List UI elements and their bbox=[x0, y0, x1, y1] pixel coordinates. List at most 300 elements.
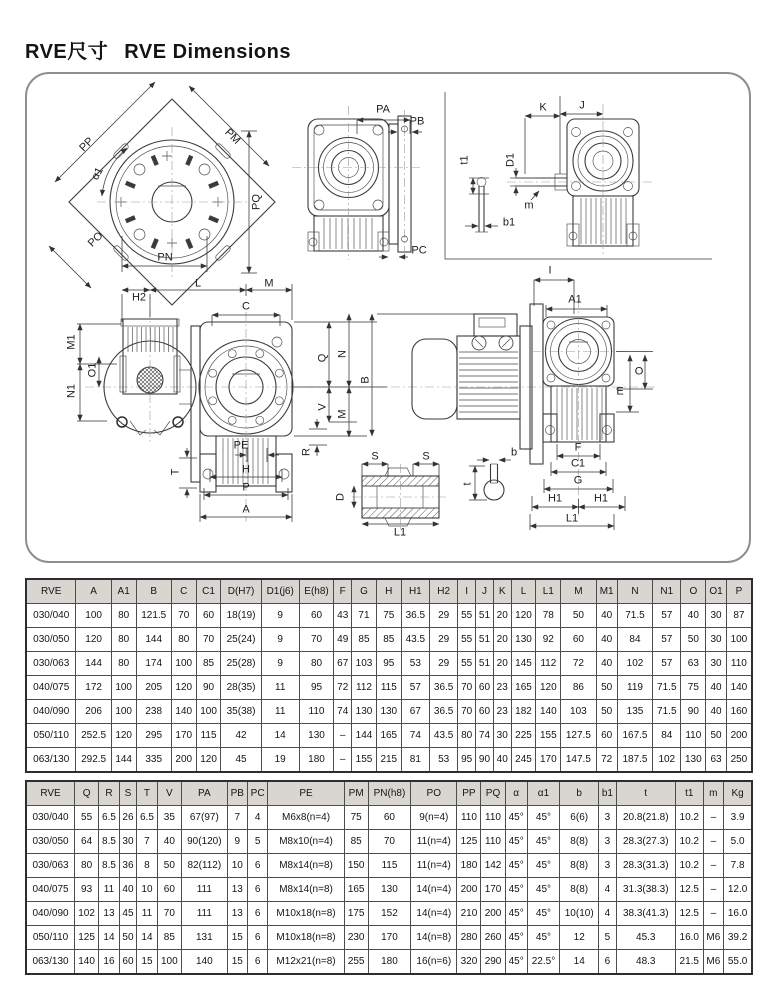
value-cell: 9 bbox=[261, 604, 299, 628]
table-row bbox=[26, 700, 752, 724]
value-cell: 70 bbox=[458, 676, 476, 700]
value-cell: 130 bbox=[368, 878, 410, 902]
value-cell: 9 bbox=[261, 652, 299, 676]
dim-label-b-key: b bbox=[510, 446, 518, 459]
value-cell: 38.3(41.3) bbox=[616, 902, 675, 926]
value-cell: 78 bbox=[536, 604, 561, 628]
row-model-cell: 030/063 bbox=[26, 854, 75, 878]
value-cell: 14 bbox=[137, 926, 158, 950]
value-cell: 29 bbox=[429, 652, 457, 676]
value-cell: 4 bbox=[247, 806, 268, 830]
value-cell: 50 bbox=[119, 926, 136, 950]
value-cell: 80 bbox=[75, 854, 99, 878]
value-cell: – bbox=[703, 878, 724, 902]
dim-label-h2: H2 bbox=[131, 291, 147, 304]
table-row bbox=[26, 628, 752, 652]
value-cell: 84 bbox=[617, 628, 652, 652]
value-cell: 205 bbox=[136, 676, 171, 700]
value-cell: 5.0 bbox=[724, 830, 752, 854]
column-header: N bbox=[617, 579, 652, 604]
value-cell: 57 bbox=[653, 628, 681, 652]
value-cell: 35(38) bbox=[221, 700, 261, 724]
page-title bbox=[25, 35, 291, 64]
value-cell: 147.5 bbox=[561, 748, 596, 773]
value-cell: 40 bbox=[596, 628, 617, 652]
value-cell: 5 bbox=[599, 926, 616, 950]
value-cell: 11 bbox=[261, 700, 299, 724]
column-header: P bbox=[726, 579, 752, 604]
value-cell: 110 bbox=[457, 806, 481, 830]
value-cell: 12.5 bbox=[676, 902, 704, 926]
value-cell: 9 bbox=[261, 628, 299, 652]
value-cell: 7 bbox=[227, 806, 247, 830]
value-cell: M8x14(n=8) bbox=[268, 854, 344, 878]
value-cell: M10x18(n=8) bbox=[268, 926, 344, 950]
value-cell: 180 bbox=[299, 748, 334, 773]
value-cell: 57 bbox=[653, 652, 681, 676]
table-row bbox=[26, 854, 752, 878]
value-cell: 23 bbox=[493, 676, 511, 700]
value-cell: 7 bbox=[137, 830, 158, 854]
column-header: PE bbox=[268, 781, 344, 806]
value-cell: M6x8(n=4) bbox=[268, 806, 344, 830]
value-cell: 140 bbox=[75, 950, 99, 975]
column-header: L1 bbox=[536, 579, 561, 604]
value-cell: 180 bbox=[457, 854, 481, 878]
column-header: S bbox=[119, 781, 136, 806]
row-model-cell: 063/130 bbox=[26, 950, 75, 975]
value-cell: 142 bbox=[481, 854, 505, 878]
value-cell: 45° bbox=[505, 926, 527, 950]
value-cell: 103 bbox=[352, 652, 377, 676]
value-cell: 170 bbox=[368, 926, 410, 950]
value-cell: 110 bbox=[299, 700, 334, 724]
value-cell: 95 bbox=[376, 652, 401, 676]
value-cell: 40 bbox=[493, 748, 511, 773]
value-cell: 140 bbox=[171, 700, 196, 724]
value-cell: 31.3(38.3) bbox=[616, 878, 675, 902]
column-header: T bbox=[137, 781, 158, 806]
value-cell: 120 bbox=[536, 676, 561, 700]
value-cell: 182 bbox=[511, 700, 536, 724]
value-cell: 120 bbox=[511, 604, 536, 628]
value-cell: 72 bbox=[334, 676, 352, 700]
row-model-cell: 030/040 bbox=[26, 604, 76, 628]
value-cell: 125 bbox=[75, 926, 99, 950]
value-cell: 290 bbox=[481, 950, 505, 975]
dim-label-j: J bbox=[579, 99, 585, 112]
value-cell: 215 bbox=[376, 748, 401, 773]
value-cell: 6 bbox=[247, 878, 268, 902]
dimensions-table-main bbox=[25, 578, 753, 773]
value-cell: 60 bbox=[119, 950, 136, 975]
value-cell: 14 bbox=[261, 724, 299, 748]
value-cell: 8 bbox=[137, 854, 158, 878]
value-cell: 120 bbox=[171, 676, 196, 700]
value-cell: 57 bbox=[653, 604, 681, 628]
value-cell: 170 bbox=[536, 748, 561, 773]
dim-label-g: G bbox=[573, 474, 583, 487]
value-cell: 102 bbox=[617, 652, 652, 676]
value-cell: 40 bbox=[157, 830, 181, 854]
value-cell: 230 bbox=[344, 926, 368, 950]
value-cell: 103 bbox=[561, 700, 596, 724]
value-cell: 45° bbox=[527, 854, 559, 878]
value-cell: 144 bbox=[111, 748, 136, 773]
value-cell: 80 bbox=[171, 628, 196, 652]
value-cell: 45° bbox=[527, 878, 559, 902]
value-cell: 16.0 bbox=[676, 926, 704, 950]
value-cell: 140 bbox=[536, 700, 561, 724]
value-cell: 10(10) bbox=[560, 902, 599, 926]
value-cell: 64 bbox=[75, 830, 99, 854]
gearmotor-assembly-view bbox=[77, 277, 655, 530]
column-header: PQ bbox=[481, 781, 505, 806]
value-cell: 45° bbox=[505, 878, 527, 902]
value-cell: 80 bbox=[111, 604, 136, 628]
value-cell: 74 bbox=[401, 724, 429, 748]
value-cell: 29 bbox=[429, 628, 457, 652]
value-cell: 160 bbox=[726, 700, 752, 724]
value-cell: 22.5° bbox=[527, 950, 559, 975]
dim-label-alpha1: α1 bbox=[89, 165, 106, 183]
dim-label-s-right: S bbox=[422, 450, 430, 463]
column-header: D(H7) bbox=[221, 579, 261, 604]
value-cell: 135 bbox=[617, 700, 652, 724]
value-cell: 63 bbox=[706, 748, 727, 773]
value-cell: 245 bbox=[511, 748, 536, 773]
value-cell: 238 bbox=[136, 700, 171, 724]
value-cell: M12x21(n=8) bbox=[268, 950, 344, 975]
value-cell: 115 bbox=[368, 854, 410, 878]
value-cell: 93 bbox=[75, 878, 99, 902]
value-cell: 80 bbox=[111, 652, 136, 676]
value-cell: 90 bbox=[476, 748, 494, 773]
column-header: C bbox=[171, 579, 196, 604]
value-cell: 165 bbox=[344, 878, 368, 902]
value-cell: 45° bbox=[527, 806, 559, 830]
column-header: PC bbox=[247, 781, 268, 806]
value-cell: 121.5 bbox=[136, 604, 171, 628]
value-cell: 70 bbox=[196, 628, 221, 652]
value-cell: 40 bbox=[706, 700, 727, 724]
value-cell: 174 bbox=[136, 652, 171, 676]
value-cell: 6 bbox=[247, 854, 268, 878]
value-cell: 36 bbox=[119, 854, 136, 878]
value-cell: 16(n=6) bbox=[411, 950, 457, 975]
column-header: N1 bbox=[653, 579, 681, 604]
value-cell: 10 bbox=[137, 878, 158, 902]
column-header: α1 bbox=[527, 781, 559, 806]
line-art bbox=[27, 74, 749, 561]
row-model-cell: 030/040 bbox=[26, 806, 75, 830]
dim-label-d1: D1 bbox=[504, 152, 517, 168]
dim-label-i: I bbox=[548, 264, 552, 277]
column-header: O1 bbox=[706, 579, 727, 604]
value-cell: 125 bbox=[457, 830, 481, 854]
value-cell: 3.9 bbox=[724, 806, 752, 830]
dim-label-n: N bbox=[336, 350, 349, 358]
value-cell: 90 bbox=[196, 676, 221, 700]
column-header: G bbox=[352, 579, 377, 604]
column-header: PN(h8) bbox=[368, 781, 410, 806]
column-header: M1 bbox=[596, 579, 617, 604]
value-cell: 23 bbox=[493, 700, 511, 724]
value-cell: 85 bbox=[157, 926, 181, 950]
column-header: α bbox=[505, 781, 527, 806]
value-cell: 172 bbox=[76, 676, 111, 700]
value-cell: 45° bbox=[505, 830, 527, 854]
value-cell: 8(8) bbox=[560, 830, 599, 854]
value-cell: 11(n=4) bbox=[411, 854, 457, 878]
value-cell: 10.2 bbox=[676, 854, 704, 878]
value-cell: 90 bbox=[681, 700, 706, 724]
value-cell: 175 bbox=[344, 902, 368, 926]
value-cell: 140 bbox=[726, 676, 752, 700]
value-cell: 102 bbox=[75, 902, 99, 926]
dim-label-m1: M1 bbox=[65, 334, 78, 350]
row-model-cell: 063/130 bbox=[26, 748, 76, 773]
value-cell: 55 bbox=[458, 652, 476, 676]
value-cell: – bbox=[334, 748, 352, 773]
table-row bbox=[26, 830, 752, 854]
column-header: Kg bbox=[724, 781, 752, 806]
page-title-en: RVE Dimensions bbox=[124, 41, 291, 64]
value-cell: 165 bbox=[511, 676, 536, 700]
column-header: b1 bbox=[599, 781, 616, 806]
row-model-cell: 030/050 bbox=[26, 628, 76, 652]
dim-label-r: R bbox=[300, 448, 313, 456]
column-header: B bbox=[136, 579, 171, 604]
dim-label-v: V bbox=[316, 403, 329, 411]
hollow-shaft-section bbox=[352, 464, 449, 530]
value-cell: 50 bbox=[681, 628, 706, 652]
column-header: F bbox=[334, 579, 352, 604]
value-cell: 85 bbox=[376, 628, 401, 652]
row-model-cell: 040/075 bbox=[26, 676, 76, 700]
value-cell: 60 bbox=[476, 676, 494, 700]
dim-label-pb: PB bbox=[409, 115, 425, 128]
value-cell: 60 bbox=[157, 878, 181, 902]
table-row bbox=[26, 604, 752, 628]
value-cell: 165 bbox=[376, 724, 401, 748]
input-shaft-panel bbox=[445, 92, 712, 259]
value-cell: 295 bbox=[136, 724, 171, 748]
value-cell: 152 bbox=[368, 902, 410, 926]
value-cell: 260 bbox=[481, 926, 505, 950]
value-cell: 30 bbox=[706, 628, 727, 652]
dim-label-pq: PQ bbox=[250, 194, 263, 210]
value-cell: 127.5 bbox=[561, 724, 596, 748]
value-cell: 100 bbox=[726, 628, 752, 652]
value-cell: M8x14(n=8) bbox=[268, 878, 344, 902]
value-cell: 144 bbox=[76, 652, 111, 676]
column-header: M bbox=[561, 579, 596, 604]
dim-label-h: H bbox=[242, 463, 250, 476]
value-cell: 12.0 bbox=[724, 878, 752, 902]
value-cell: 70 bbox=[458, 700, 476, 724]
row-model-cell: 030/063 bbox=[26, 652, 76, 676]
dimensions-table-flange bbox=[25, 780, 753, 975]
dim-label-s-left: S bbox=[371, 450, 379, 463]
value-cell: 85 bbox=[196, 652, 221, 676]
value-cell: 28(35) bbox=[221, 676, 261, 700]
value-cell: 72 bbox=[596, 748, 617, 773]
table-row bbox=[26, 806, 752, 830]
value-cell: 45° bbox=[505, 902, 527, 926]
value-cell: 80 bbox=[111, 628, 136, 652]
dim-label-t-key: t bbox=[461, 482, 474, 486]
value-cell: 170 bbox=[171, 724, 196, 748]
value-cell: 21.5 bbox=[676, 950, 704, 975]
column-header: R bbox=[99, 781, 120, 806]
value-cell: – bbox=[703, 806, 724, 830]
value-cell: 6 bbox=[247, 950, 268, 975]
value-cell: 80 bbox=[458, 724, 476, 748]
value-cell: 45° bbox=[527, 926, 559, 950]
value-cell: 71.5 bbox=[653, 676, 681, 700]
value-cell: – bbox=[703, 902, 724, 926]
value-cell: 20 bbox=[493, 628, 511, 652]
value-cell: 28.3(27.3) bbox=[616, 830, 675, 854]
dim-label-o: O bbox=[634, 365, 644, 378]
value-cell: 115 bbox=[196, 724, 221, 748]
value-cell: 20 bbox=[493, 652, 511, 676]
value-cell: 155 bbox=[536, 724, 561, 748]
value-cell: 74 bbox=[476, 724, 494, 748]
dim-label-pn: PN bbox=[157, 251, 173, 264]
value-cell: 11 bbox=[261, 676, 299, 700]
assembly-rear-view bbox=[104, 309, 196, 442]
value-cell: 3 bbox=[599, 854, 616, 878]
dim-label-k: K bbox=[539, 101, 547, 114]
value-cell: 57 bbox=[401, 676, 429, 700]
value-cell: 167.5 bbox=[617, 724, 652, 748]
column-header: RVE bbox=[26, 781, 75, 806]
column-header: K bbox=[493, 579, 511, 604]
value-cell: 10.2 bbox=[676, 806, 704, 830]
value-cell: 60 bbox=[196, 604, 221, 628]
value-cell: 45 bbox=[119, 902, 136, 926]
value-cell: 92 bbox=[536, 628, 561, 652]
value-cell: 100 bbox=[157, 950, 181, 975]
value-cell: 40 bbox=[596, 652, 617, 676]
value-cell: 95 bbox=[458, 748, 476, 773]
value-cell: 11 bbox=[137, 902, 158, 926]
dim-label-f: F bbox=[574, 441, 582, 454]
value-cell: 60 bbox=[561, 628, 596, 652]
value-cell: 102 bbox=[653, 748, 681, 773]
value-cell: – bbox=[703, 854, 724, 878]
column-header: O bbox=[681, 579, 706, 604]
keyway-detail bbox=[469, 460, 511, 500]
value-cell: 7.8 bbox=[724, 854, 752, 878]
value-cell: 110 bbox=[681, 724, 706, 748]
column-header: t1 bbox=[676, 781, 704, 806]
value-cell: 85 bbox=[352, 628, 377, 652]
value-cell: 187.5 bbox=[617, 748, 652, 773]
dim-label-m-top: M bbox=[264, 277, 274, 290]
value-cell: 14 bbox=[560, 950, 599, 975]
value-cell: 4 bbox=[599, 878, 616, 902]
value-cell: 120 bbox=[111, 724, 136, 748]
value-cell: 16 bbox=[99, 950, 120, 975]
value-cell: 67 bbox=[401, 700, 429, 724]
value-cell: 155 bbox=[352, 748, 377, 773]
value-cell: 3 bbox=[599, 830, 616, 854]
table-row bbox=[26, 902, 752, 926]
value-cell: 130 bbox=[511, 628, 536, 652]
value-cell: 11(n=4) bbox=[411, 830, 457, 854]
value-cell: 43 bbox=[334, 604, 352, 628]
value-cell: 30 bbox=[119, 830, 136, 854]
value-cell: 85 bbox=[344, 830, 368, 854]
value-cell: 4 bbox=[599, 902, 616, 926]
header-row bbox=[26, 781, 752, 806]
dim-label-c1: C1 bbox=[570, 457, 586, 470]
value-cell: 145 bbox=[511, 652, 536, 676]
value-cell: 60 bbox=[368, 806, 410, 830]
value-cell: 40 bbox=[706, 676, 727, 700]
value-cell: 71.5 bbox=[653, 700, 681, 724]
value-cell: 80 bbox=[299, 652, 334, 676]
value-cell: 50 bbox=[706, 724, 727, 748]
value-cell: 48.3 bbox=[616, 950, 675, 975]
value-cell: 12 bbox=[560, 926, 599, 950]
dim-label-pp: PP bbox=[77, 135, 97, 155]
value-cell: 100 bbox=[76, 604, 111, 628]
value-cell: 120 bbox=[76, 628, 111, 652]
value-cell: 71.5 bbox=[617, 604, 652, 628]
value-cell: 70 bbox=[157, 902, 181, 926]
value-cell: – bbox=[334, 724, 352, 748]
value-cell: 130 bbox=[681, 748, 706, 773]
value-cell: 8(8) bbox=[560, 878, 599, 902]
table-row bbox=[26, 676, 752, 700]
dim-label-pa: PA bbox=[376, 103, 390, 116]
dim-label-m: m bbox=[524, 199, 534, 212]
value-cell: 72 bbox=[561, 652, 596, 676]
dim-label-n1: N1 bbox=[65, 383, 78, 399]
value-cell: 140 bbox=[181, 950, 227, 975]
value-cell: 50 bbox=[596, 676, 617, 700]
technical-drawing-panel bbox=[25, 72, 751, 563]
value-cell: 13 bbox=[99, 902, 120, 926]
value-cell: 45° bbox=[527, 830, 559, 854]
value-cell: M6 bbox=[703, 950, 724, 975]
value-cell: 67(97) bbox=[181, 806, 227, 830]
gearbox-front-view bbox=[292, 103, 423, 260]
dim-label-l1-side: L1 bbox=[565, 512, 579, 525]
value-cell: 320 bbox=[457, 950, 481, 975]
header-row bbox=[26, 579, 752, 604]
dim-label-o1: O1 bbox=[86, 362, 99, 378]
value-cell: 210 bbox=[457, 902, 481, 926]
value-cell: 36.5 bbox=[429, 700, 457, 724]
dim-label-a1: A1 bbox=[568, 293, 582, 306]
value-cell: 82(112) bbox=[181, 854, 227, 878]
value-cell: 70 bbox=[368, 830, 410, 854]
value-cell: 20 bbox=[493, 604, 511, 628]
column-header: PO bbox=[411, 781, 457, 806]
value-cell: 30 bbox=[493, 724, 511, 748]
value-cell: 150 bbox=[344, 854, 368, 878]
table-row bbox=[26, 724, 752, 748]
column-header: J bbox=[476, 579, 494, 604]
value-cell: 130 bbox=[352, 700, 377, 724]
dim-label-po: PO bbox=[85, 229, 106, 250]
value-cell: 119 bbox=[617, 676, 652, 700]
